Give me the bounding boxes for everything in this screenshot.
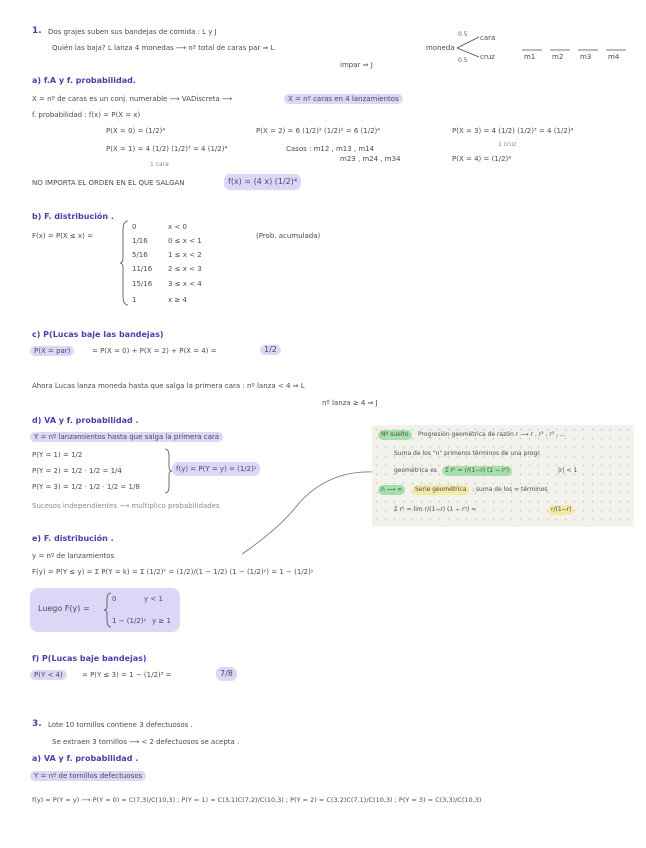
b-cond-3: 2 ≤ x < 3 (168, 265, 202, 273)
order-note: NO IMPORTA EL ORDEN EN EL QUE SALGAN (32, 179, 185, 187)
slot-4: m4 (608, 53, 620, 61)
e-line-2: F(y) = P(Y ≤ y) = Σ P(Y = k) = Σ (1/2)ᵏ = (1/2)/(1 − 1/2) (1 − (1/2)ʸ) = 1 − (1/2)ʸ (32, 568, 314, 576)
slot-3: m3 (580, 53, 592, 61)
problem-1-line-1: Dos grajes suben sus bandejas de comida : L y J (48, 28, 217, 36)
problem-3-highlight: Y = nº de tornillos defectuosos (30, 771, 146, 781)
p-x-1-note: 1 cara (150, 161, 169, 168)
section-d-heading: d) VA y f. probabilidad . (32, 416, 139, 425)
section-c-heading: c) P(Lucas baje las bandejas) (32, 330, 164, 339)
note-line-4a: n ⟶ ∞ (378, 485, 405, 495)
section-b-lhs: F(x) = P(X ≤ x) = (32, 232, 93, 240)
b-val-0: 0 (132, 223, 137, 231)
tree-branches (455, 33, 485, 63)
tree-moneda: moneda (426, 44, 455, 52)
b-val-2: 5/16 (132, 251, 148, 259)
problem-3-fy: f(y) = P(Y = y) ⟶ P(Y = 0) = C(7,3)/C(10,3) ; P(Y = 1) = C(3,1)C(7,2)/C(10,3) ; P(Y = 2) = C(3,2)C(7,1)/C(10,3) ; P(Y = 3) = C(3,3)/C(10,3) (32, 796, 482, 804)
c-result: 1/2 (260, 345, 281, 355)
brace-d (164, 448, 172, 494)
problem-3-line-1: Lote 10 tornillos contiene 3 defectuosos . (48, 721, 193, 729)
f-result: 7/8 (216, 667, 237, 681)
b-note: (Prob. acumulada) (256, 232, 321, 240)
b-cond-1: 0 ≤ x < 1 (168, 237, 202, 245)
p-x-3: P(X = 3) = 4 (1/2) (1/2)³ = 4 (1/2)⁴ (452, 127, 574, 135)
note-line-5b: r/(1−r) (548, 505, 574, 515)
section-a-highlight: X = nº caras en 4 lanzamientos (284, 94, 403, 104)
d-row-1: P(Y = 1) = 1/2 (32, 451, 83, 459)
brace-b (120, 220, 130, 306)
tree-prob-2: 0.5 (458, 57, 468, 64)
d-sucesos: Sucesos independientes ⟶ multiplico probabilidades (32, 502, 220, 510)
b-val-1: 1/16 (132, 237, 148, 245)
f-highlight: P(Y < 4) (30, 670, 67, 680)
fx-formula: f(x) = (4 x) (1/2)⁴ (224, 174, 301, 190)
b-val-5: 1 (132, 296, 137, 304)
b-cond-2: 1 ≤ x < 2 (168, 251, 202, 259)
problem-3-a-heading: a) VA y f. probabilidad . (32, 754, 139, 763)
slot-lines (522, 48, 632, 52)
note-line-3c: |r| < 1 (558, 467, 578, 474)
p-x-2-cases-2: m23 , m24 , m34 (340, 155, 401, 163)
problem-1-line-2: Quién las baja? L lanza 4 monedas ⟶ nº total de caras par ⇒ L (52, 44, 275, 52)
b-cond-5: x ≥ 4 (168, 296, 187, 304)
tree-prob-1: 0.5 (458, 31, 468, 38)
prob-function-def: f. probabilidad : f(x) = P(X = x) (32, 111, 141, 119)
note-tag: Nº suelto (378, 430, 412, 440)
ahora-line-2: nº lanza ≥ 4 ⇒ J (322, 399, 378, 407)
note-line-4b: Serie geométrica (412, 485, 469, 495)
p-x-1: P(X = 1) = 4 (1/2) (1/2)³ = 4 (1/2)⁴ (106, 145, 228, 153)
p-x-4: P(X = 4) = (1/2)⁴ (452, 155, 512, 163)
slot-1: m1 (524, 53, 536, 61)
b-val-4: 15/16 (132, 280, 153, 288)
problem-1-line-3: impar ⇒ J (340, 61, 373, 69)
slot-2: m2 (552, 53, 564, 61)
note-line-4c: : suma de los ∞ términos (472, 486, 548, 493)
section-a-heading: a) f.A y f. probabilidad. (32, 76, 136, 85)
note-line-3a: geométrica es (394, 467, 437, 474)
d-highlight: Y = nº lanzamientos hasta que salga la primera cara (30, 432, 223, 442)
d-row-2: P(Y = 2) = 1/2 · 1/2 = 1/4 (32, 467, 122, 475)
note-line-2: Suma de los "n" primeros términos de una progr. (394, 450, 542, 457)
e-case-1-value: 0 (112, 595, 117, 603)
note-line-3b: Σ rᵏ = r/(1−r) (1 − rⁿ) (442, 466, 512, 476)
tree-cara: cara (480, 34, 496, 42)
problem-1-number: 1. (32, 26, 42, 36)
brace-e (104, 592, 112, 628)
note-connector (240, 468, 380, 558)
section-a-line-1: X = nº de caras es un conj. numerable ⟶ VADiscreta ⟶ (32, 95, 233, 103)
section-f-heading: f) P(Lucas baje bandejas) (32, 654, 147, 663)
c-equation: = P(X = 0) + P(X = 2) + P(X = 4) = (92, 347, 217, 355)
b-cond-0: x < 0 (168, 223, 187, 231)
e-case-2-value: 1 − (1/2)ʸ (112, 617, 147, 625)
tree-cruz: cruz (480, 53, 495, 61)
p-x-2-cases-1: Casos : m12 , m13 , m14 (286, 145, 375, 153)
e-case-2-cond: y ≥ 1 (152, 617, 171, 625)
section-e-heading: e) F. distribución . (32, 534, 114, 543)
d-fy: f(y) = P(Y = y) = (1/2)ʸ (172, 462, 260, 476)
b-val-3: 11/16 (132, 265, 153, 273)
note-line-5a: Σ rᵏ = lim r/(1−r) (1 − rⁿ) = (394, 506, 477, 513)
p-x-3-note: 1 cruz (498, 141, 517, 148)
e-lhs: Luego F(y) = (38, 604, 90, 613)
e-case-1-cond: y < 1 (144, 595, 163, 603)
d-row-3: P(Y = 3) = 1/2 · 1/2 · 1/2 = 1/8 (32, 483, 140, 491)
f-equation: = P(Y ≤ 3) = 1 − (1/2)³ = (82, 671, 172, 679)
e-line-1: y = nº de lanzamientos (32, 552, 115, 560)
c-highlight: P(X = par) (30, 346, 74, 356)
problem-3-number: 3. (32, 719, 42, 729)
ahora-line-1: Ahora Lucas lanza moneda hasta que salga la primera cara : nº lanza < 4 ⇒ L (32, 382, 305, 390)
p-x-0: P(X = 0) = (1/2)⁴ (106, 127, 166, 135)
geometric-series-note (372, 425, 634, 527)
p-x-2: P(X = 2) = 6 (1/2)² (1/2)² = 6 (1/2)⁴ (256, 127, 381, 135)
problem-3-line-2: Se extraen 3 tornillos ⟶ < 2 defectuosos se acepta . (52, 738, 240, 746)
section-b-heading: b) F. distribución . (32, 212, 114, 221)
note-line-1: Progresión geométrica de razón r ⟶ r , r² , r³ , ... (418, 431, 566, 438)
b-cond-4: 3 ≤ x < 4 (168, 280, 202, 288)
